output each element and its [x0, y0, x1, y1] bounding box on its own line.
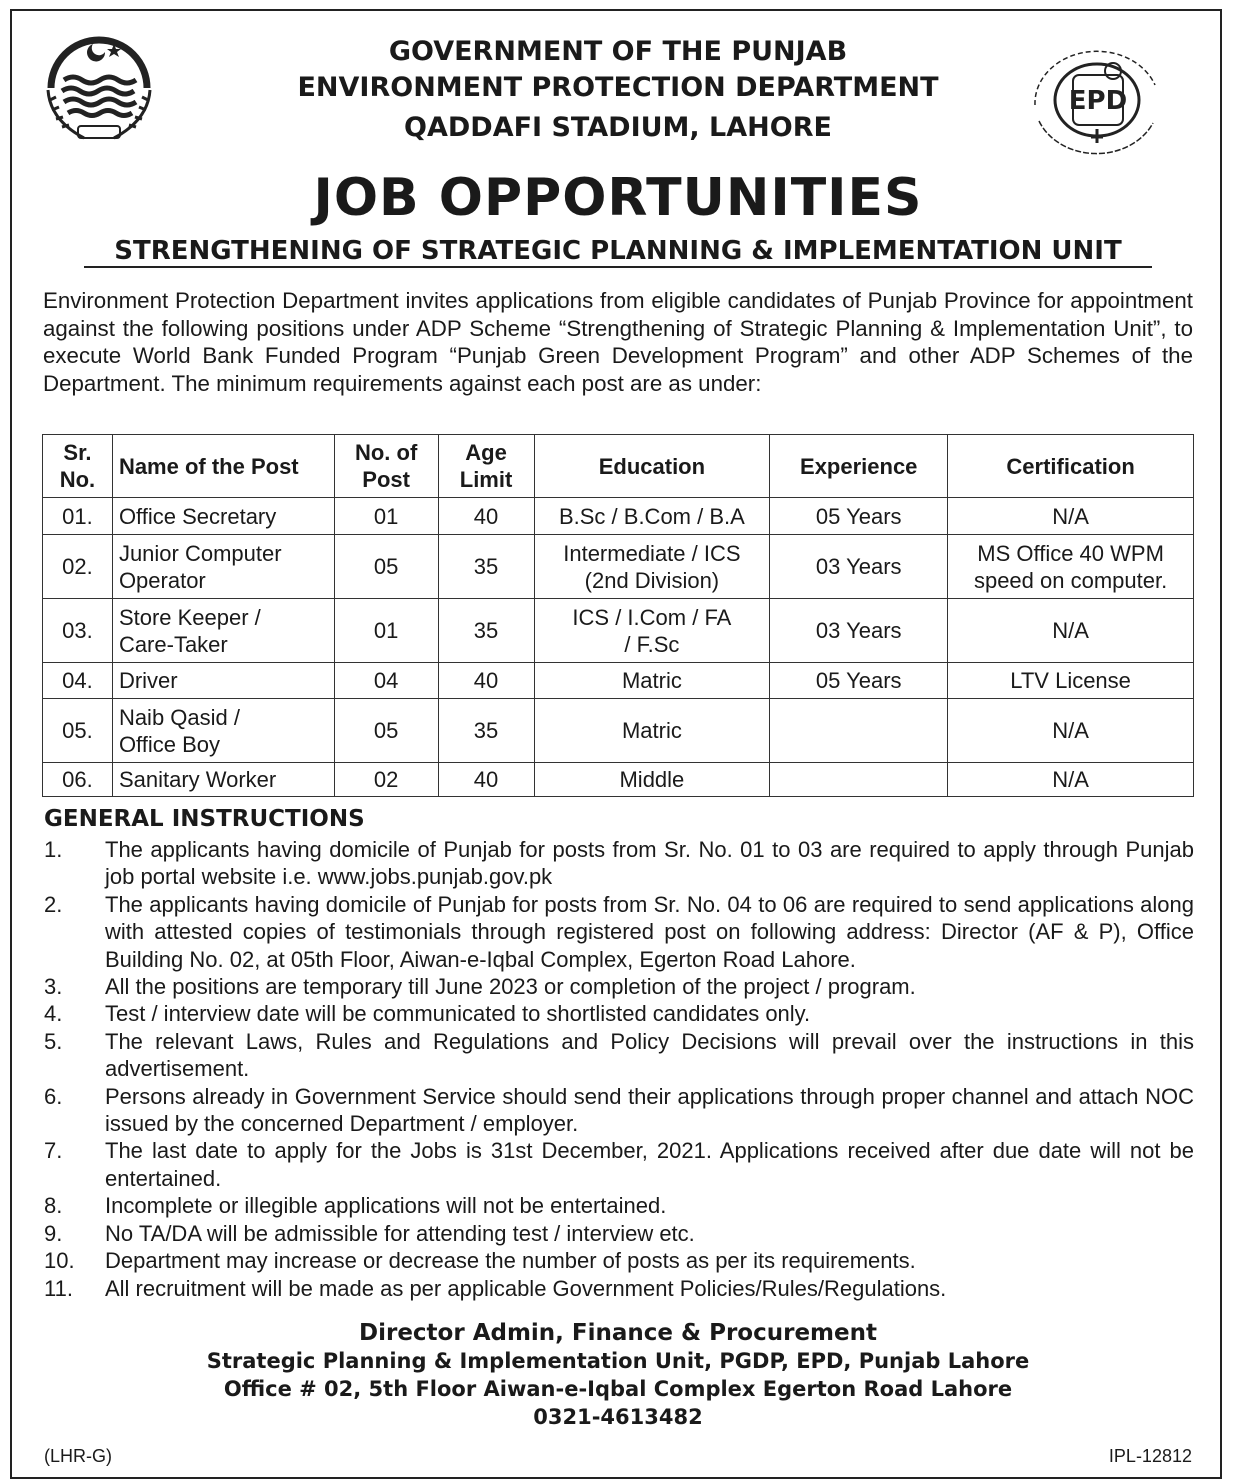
cell-experience: 05 Years — [770, 663, 948, 699]
cell-post-name: Office Secretary — [112, 498, 334, 535]
cell-sr: 01. — [43, 498, 113, 535]
address-heading: QADDAFI STADIUM, LAHORE — [404, 112, 832, 143]
cell-education: Matric — [534, 699, 770, 763]
cell-age: 40 — [438, 498, 534, 535]
cell-posts: 02 — [334, 763, 438, 797]
epd-seal-text: EPD — [1068, 86, 1128, 116]
cell-sr: 04. — [43, 663, 113, 699]
cell-education: B.Sc / B.Com / B.A — [534, 498, 770, 535]
cell-certification: N/A — [948, 498, 1194, 535]
cell-education: Matric — [534, 663, 770, 699]
header-certification: Certification — [948, 435, 1194, 498]
cell-sr: 06. — [43, 763, 113, 797]
cell-posts: 01 — [334, 498, 438, 535]
intro-paragraph: Environment Protection Department invites applications from eligible candidates of Punjab Province for appointment against the following positions under ADP Scheme “Strengthening of Strategic Planning & Implementation Unit”, to execute World Bank Funded Program “Punjab Green Development Program” and other ADP Schemes of the Department. The minimum requirements against each post are as under: — [43, 288, 1193, 396]
cell-post-name: Driver — [112, 663, 334, 699]
cell-experience: 05 Years — [770, 498, 948, 535]
cell-experience: 03 Years — [770, 599, 948, 663]
cell-experience — [770, 763, 948, 797]
instruction-item: 6. Persons already in Government Service should send their applications through proper channel and attach NOC issued by the concerned Department / employer. — [44, 1083, 1194, 1137]
cell-posts: 05 — [334, 699, 438, 763]
cell-age: 35 — [438, 535, 534, 599]
instruction-item: 5. The relevant Laws, Rules and Regulations and Policy Decisions will prevail over the instructions in this advertisement. — [44, 1028, 1194, 1082]
table-row — [43, 699, 1194, 763]
cell-education: ICS / I.Com / FA / F.Sc — [534, 599, 770, 663]
government-heading: GOVERNMENT OF THE PUNJAB — [388, 36, 848, 67]
job-positions-table — [42, 434, 1194, 797]
cell-age: 35 — [438, 699, 534, 763]
header-post-name: Name of the Post — [112, 435, 334, 498]
instruction-item: 9. No TA/DA will be admissible for attending test / interview etc. — [44, 1220, 695, 1246]
header-experience: Experience — [770, 435, 948, 498]
instruction-item: 2. The applicants having domicile of Punjab for posts from Sr. No. 04 to 06 are required to send applications along with attested copies of testimonials through registered post on following address: Director (AF & P), Office Building No. 02, at 05th Floor, Aiwan-e-Iqbal Complex, Egerton Road Lahore. — [44, 891, 1194, 972]
cell-post-name: Store Keeper / Care-Taker — [112, 599, 334, 663]
cell-certification: N/A — [948, 763, 1194, 797]
signatory-title: Director Admin, Finance & Procurement — [359, 1320, 877, 1346]
cell-experience: 03 Years — [770, 535, 948, 599]
instruction-item: 3. All the positions are temporary till June 2023 or completion of the project / program. — [44, 974, 916, 1000]
table-row — [43, 763, 1194, 797]
department-heading: ENVIRONMENT PROTECTION DEPARTMENT — [297, 72, 939, 103]
instruction-item: 7. The last date to apply for the Jobs is 31st December, 2021. Applications received after due date will not be entertained. — [44, 1138, 1194, 1191]
cell-sr: 05. — [43, 699, 113, 763]
cell-posts: 05 — [334, 535, 438, 599]
table-row — [43, 599, 1194, 663]
table-row — [43, 535, 1194, 599]
header-education: Education — [534, 435, 770, 498]
header-sr-no: Sr. No. — [43, 435, 113, 498]
header-age-limit: Age Limit — [438, 435, 534, 498]
cell-age: 40 — [438, 763, 534, 797]
table-row — [43, 498, 1194, 535]
signatory-unit: Strategic Planning & Implementation Unit, PGDP, EPD, Punjab Lahore — [206, 1349, 1030, 1373]
cell-sr: 03. — [43, 599, 113, 663]
cell-education: Intermediate / ICS (2nd Division) — [534, 535, 770, 599]
cell-posts: 04 — [334, 663, 438, 699]
page-title: JOB OPPORTUNITIES — [313, 168, 923, 228]
instruction-item: 4. Test / interview date will be communicated to shortlisted candidates only. — [44, 1001, 811, 1027]
cell-education: Middle — [534, 763, 770, 797]
cell-sr: 02. — [43, 535, 113, 599]
cell-posts: 01 — [334, 599, 438, 663]
instruction-item: 8. Incomplete or illegible applications will not be entertained. — [44, 1193, 667, 1219]
project-subtitle: STRENGTHENING OF STRATEGIC PLANNING & IMPLEMENTATION UNIT — [114, 236, 1122, 266]
instruction-item: 11. All recruitment will be made as per applicable Government Policies/Rules/Regulations. — [44, 1275, 947, 1301]
instruction-item: 10. Department may increase or decrease the number of posts as per its requirements. — [44, 1248, 916, 1274]
table-header-row — [43, 435, 1194, 498]
cell-certification: LTV License — [948, 663, 1194, 699]
cell-certification: N/A — [948, 699, 1194, 763]
instructions-heading: GENERAL INSTRUCTIONS — [44, 806, 365, 832]
cell-post-name: Junior Computer Operator — [112, 535, 334, 599]
footer-code-right: IPL-12812 — [1108, 1446, 1192, 1466]
instructions-list — [44, 836, 1194, 1302]
footer-code-left: (LHR-G) — [44, 1446, 112, 1466]
cell-experience — [770, 699, 948, 763]
cell-certification: N/A — [948, 599, 1194, 663]
cell-certification: MS Office 40 WPM speed on computer. — [948, 535, 1194, 599]
signatory-address: Office # 02, 5th Floor Aiwan-e-Iqbal Complex Egerton Road Lahore — [223, 1377, 1013, 1401]
cell-post-name: Sanitary Worker — [112, 763, 334, 797]
cell-post-name: Naib Qasid / Office Boy — [112, 699, 334, 763]
table-row — [43, 663, 1194, 699]
signatory-phone: 0321-4613482 — [533, 1405, 703, 1429]
subtitle-underline — [84, 266, 1152, 268]
cell-age: 40 — [438, 663, 534, 699]
cell-age: 35 — [438, 599, 534, 663]
header-no-of-post: No. of Post — [334, 435, 438, 498]
instruction-item: 1. The applicants having domicile of Punjab for posts from Sr. No. 01 to 03 are required to apply through Punjab job portal website i.e. www.jobs.punjab.gov.pk — [44, 837, 1194, 890]
